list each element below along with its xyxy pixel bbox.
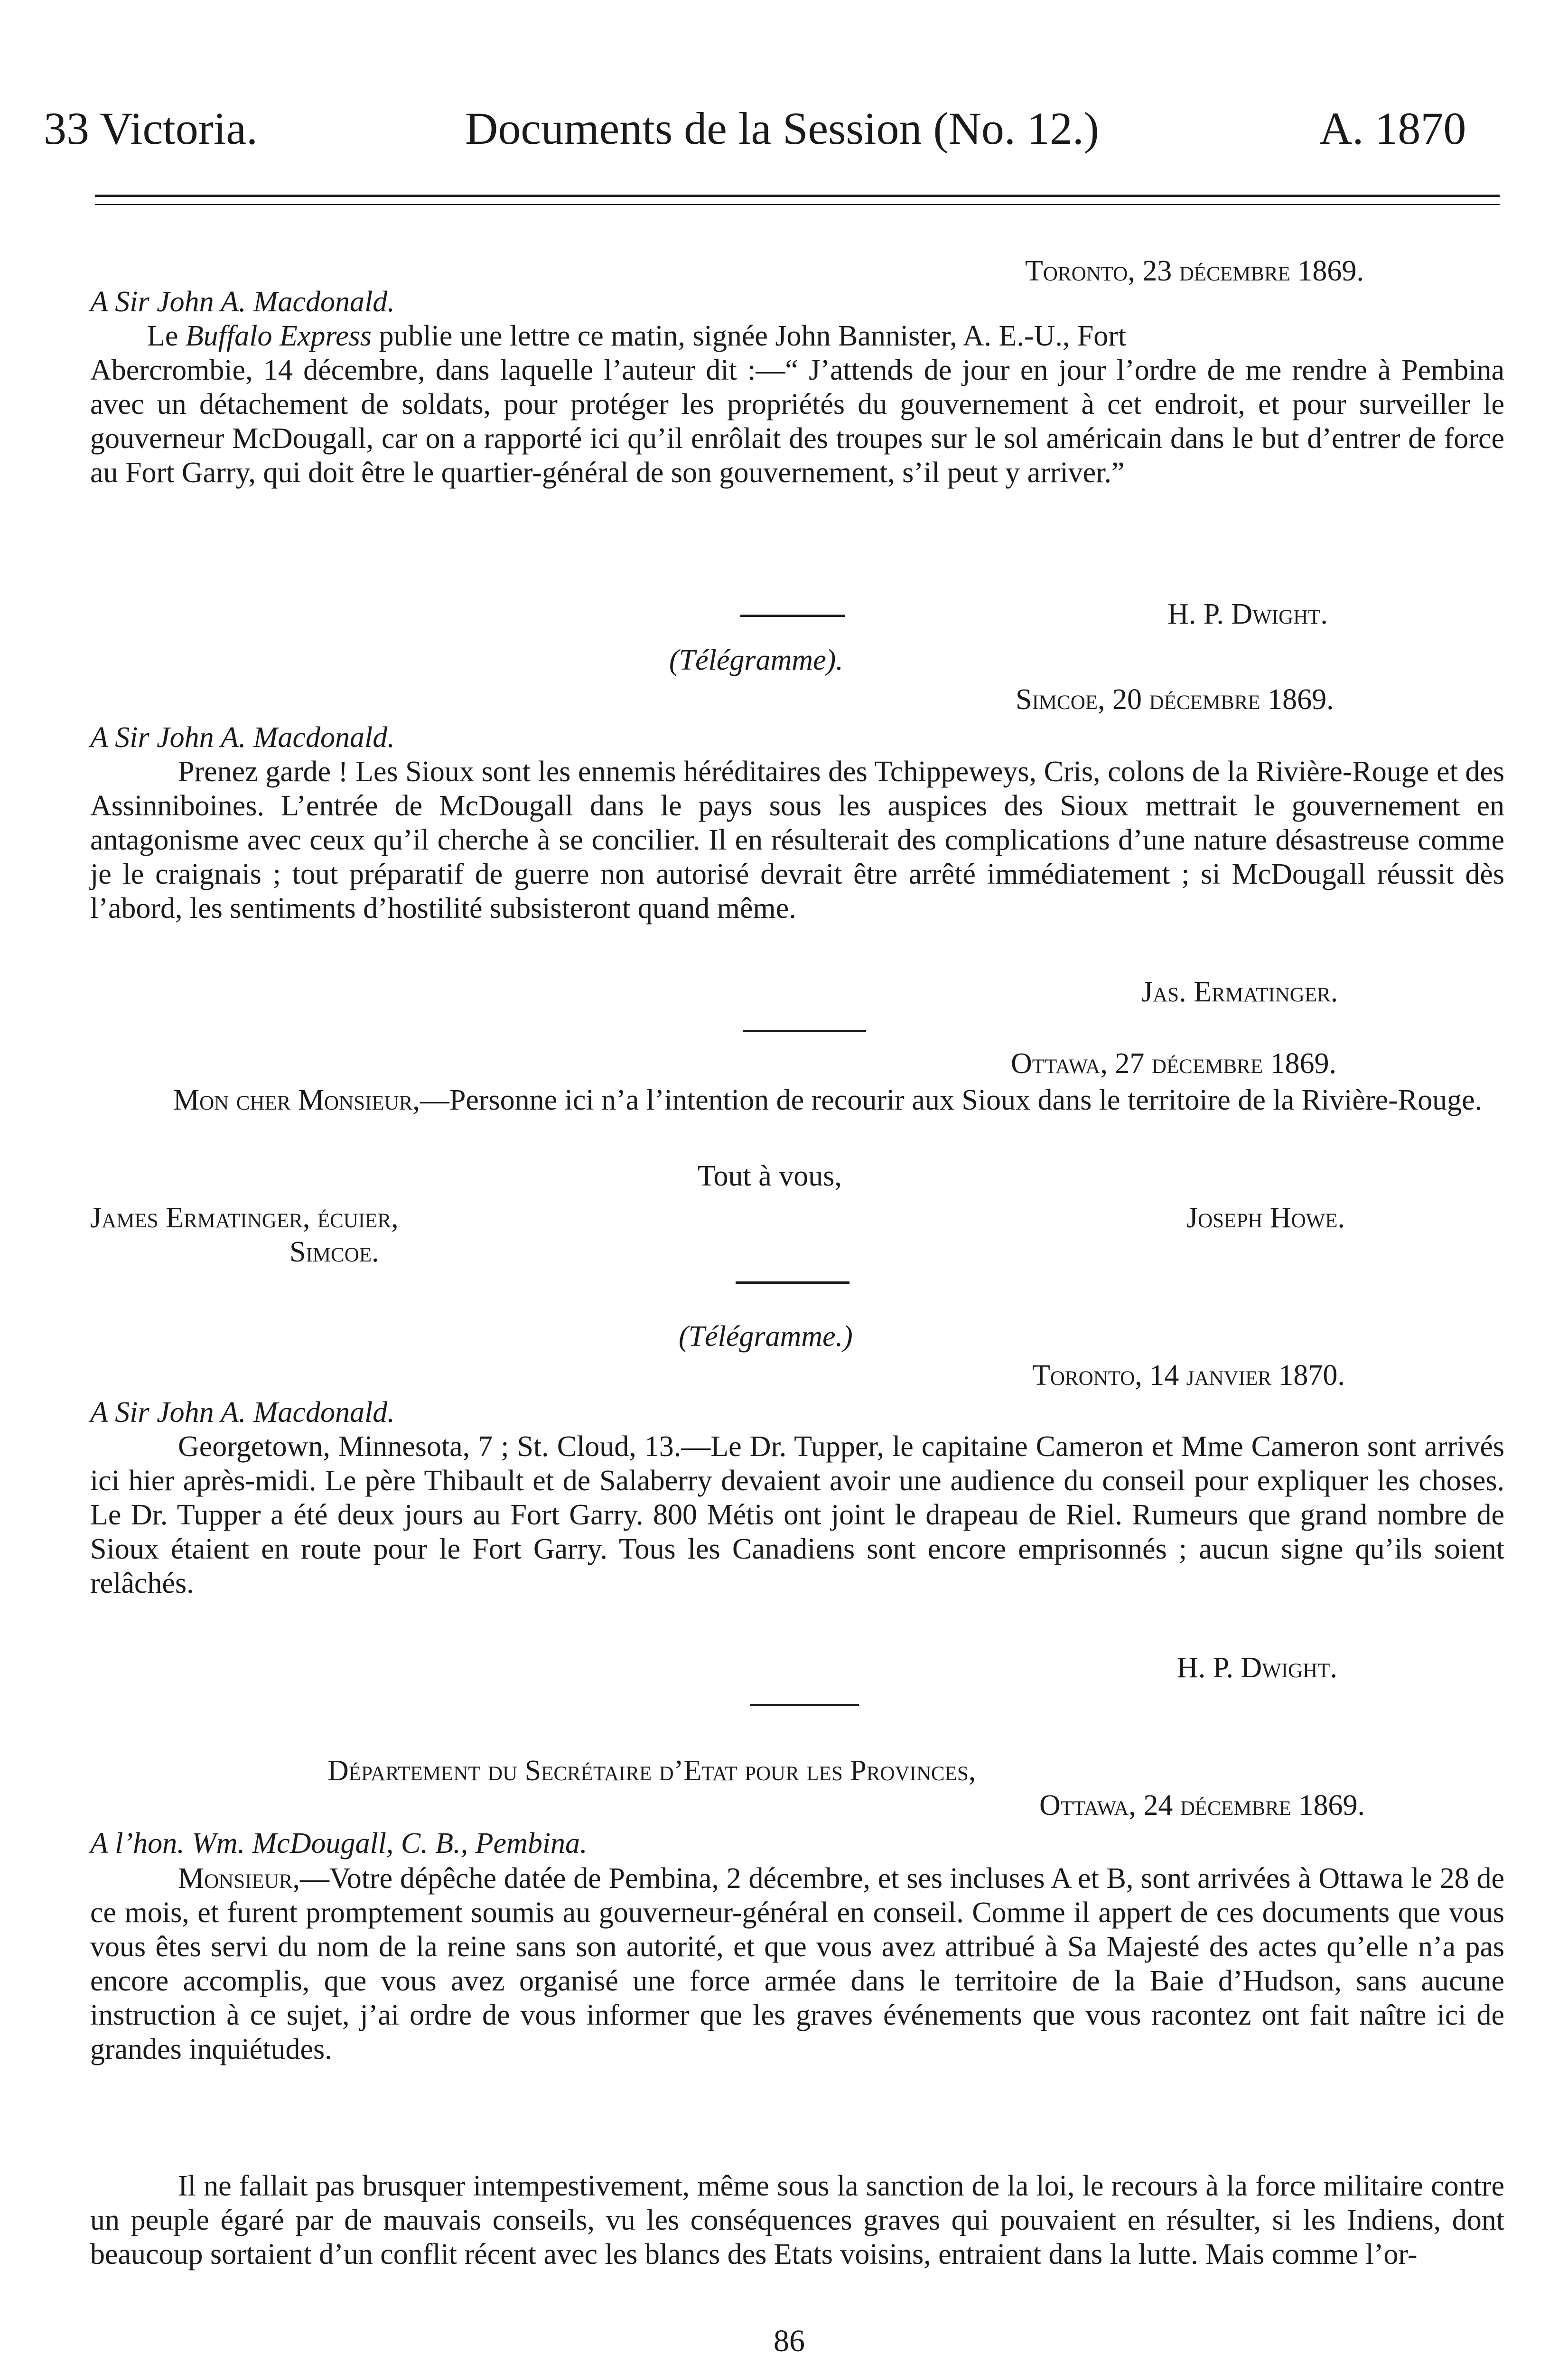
header-document-title: Documents de la Session (No. 12.) — [465, 103, 1099, 154]
separator — [743, 1030, 866, 1032]
header-session-year: 33 Victoria. — [44, 103, 258, 154]
letter1-place-date: Ottawa, 27 décembre 1869. — [1011, 1047, 1336, 1080]
letter2-department: Département du Secrétaire d’Etat pour les Provinces, — [327, 1755, 976, 1787]
telegram1-place-date: Toronto, 23 décembre 1869. — [1025, 255, 1364, 287]
letter1-recipient-name: James Ermatinger, écuier, — [90, 1202, 399, 1234]
separator — [750, 1704, 859, 1706]
telegram3-place-date: Toronto, 14 janvier 1870. — [1032, 1359, 1345, 1392]
newspaper-title: Buffalo Express — [185, 320, 372, 352]
letter1-recipient-place: Simcoe. — [289, 1236, 379, 1268]
telegram3-signature: H. P. Dwight. — [1177, 1652, 1337, 1684]
separator — [736, 1281, 849, 1284]
page-number: 86 — [774, 2324, 805, 2358]
telegram2-signature: Jas. Ermatinger. — [1141, 976, 1338, 1008]
telegram3-body: Georgetown, Minnesota, 7 ; St. Cloud, 13.—Le Dr. Tupper, le capitaine Cameron et Mme Cameron sont arrivés ici hier après-midi. Le père Thibault et de Salaberry devaient avoir une audience du conseil pour expliquer les choses. Le Dr. Tupper a été deux jours au Fort Garry. 800 Métis ont joint le drapeau de Riel. Rumeurs que grand nombre de Sioux étaient en route pour le Fort Garry. Tous les Canadiens sont encore emprisonnés ; aucun signe qu’ils soient relâchés. — [90, 1430, 1504, 1599]
telegram1-signature: H. P. Dwight. — [1167, 598, 1328, 630]
telegram1-body: Abercrombie, 14 décembre, dans laquelle l’auteur dit :—“ J’attends de jour en jour l’ordre de me rendre à Pembina avec un détachement de soldats, pour protéger les propriétés du gouvernement à cet endroit, et pour surveiller le gouverneur McDougall, car on a rapporté ici qu’il enrôlait des troupes sur le sol américain dans le but d’entrer de force au Fort Garry, qui doit être le quartier-général de son gouvernement, s’il peut y arriver.” — [90, 354, 1504, 489]
letter2-salutation: Monsieur, — [178, 1862, 300, 1895]
telegram1-first-line — [90, 319, 1504, 353]
letter1-closing: Tout à vous, — [698, 1160, 842, 1192]
letter1-signature: Joseph Howe. — [1186, 1202, 1345, 1234]
letter1-body — [90, 1083, 1504, 1151]
telegram1-line1-rest: publie une lettre ce matin, signée John Bannister, A. E.-U., Fort — [371, 320, 1127, 352]
telegram3-label: (Télégramme.) — [679, 1320, 853, 1353]
letter2-paragraph-2: Il ne fallait pas brusquer intempestivement, même sous la sanction de la loi, le recours à la force militaire contre un peuple égaré par de mauvais conseils, vu les conséquences graves qui pouvaient en résulter, si les Indiens, dont beaucoup sortaient d’un conflit récent avec les blancs des Etats voisins, entraient dans la lutte. Mais comme l’or- — [90, 2170, 1504, 2270]
letter1-salutation: Mon cher Monsieur, — [173, 1084, 420, 1116]
telegram2-body: Prenez garde ! Les Sioux sont les ennemis héréditaires des Tchippeweys, Cris, colons de la Rivière-Rouge et des Assinniboines. L’entrée de McDougall dans le pays sous les auspices des Sioux mettrait le gouvernement en antagonisme avec ceux qu’il cherche à se concilier. Il en résulterait des complications d’une nature désastreuse comme je le craignais ; tout préparatif de guerre non autorisé devrait être arrêté immédiatement ; si McDougall réussit dès l’abord, les sentiments d’hostilité subsisteront quand même. — [90, 756, 1504, 925]
telegram1-prefix: Le — [147, 320, 186, 352]
telegram1-addressee: A Sir John A. Macdonald. — [90, 286, 395, 318]
telegram2-addressee: A Sir John A. Macdonald. — [90, 721, 395, 754]
letter1-text: —Personne ici n’a l’intention de recourir aux Sioux dans le territoire de la Rivière-Rouge. — [420, 1084, 1483, 1116]
letter2-paragraph-1 — [90, 1861, 1504, 2066]
telegram2-place-date: Simcoe, 20 décembre 1869. — [1016, 683, 1334, 716]
header-year: A. 1870 — [1319, 103, 1466, 154]
letter2-place-date: Ottawa, 24 décembre 1869. — [1039, 1789, 1365, 1822]
header-rule-thin — [95, 204, 1500, 205]
header-rule-thick — [95, 195, 1500, 197]
telegram3-addressee: A Sir John A. Macdonald. — [90, 1396, 395, 1429]
letter2-addressee: A l’hon. Wm. McDougall, C. B., Pembina. — [90, 1827, 588, 1859]
telegram2-label: (Télégramme). — [669, 644, 843, 676]
separator — [740, 615, 845, 617]
letter2-para1-text: —Votre dépêche datée de Pembina, 2 décembre, et ses incluses A et B, sont arrivées à Ottawa le 28 de ce mois, et furent promptement soumis au gouverneur-général en conseil. Comme il appert de ces documents que vous vous êtes servi du nom de la reine sans son autorité, et que vous avez attribué à Sa Majesté des actes qu’elle n’a pas encore accomplis, que vous avez organisé une force armée dans le territoire de la Baie d’Hudson, sans aucune instruction à ce sujet, j’ai ordre de vous informer que les graves événements que vous racontez ont fait naître ici de grandes inquiétudes. — [90, 1862, 1504, 2065]
